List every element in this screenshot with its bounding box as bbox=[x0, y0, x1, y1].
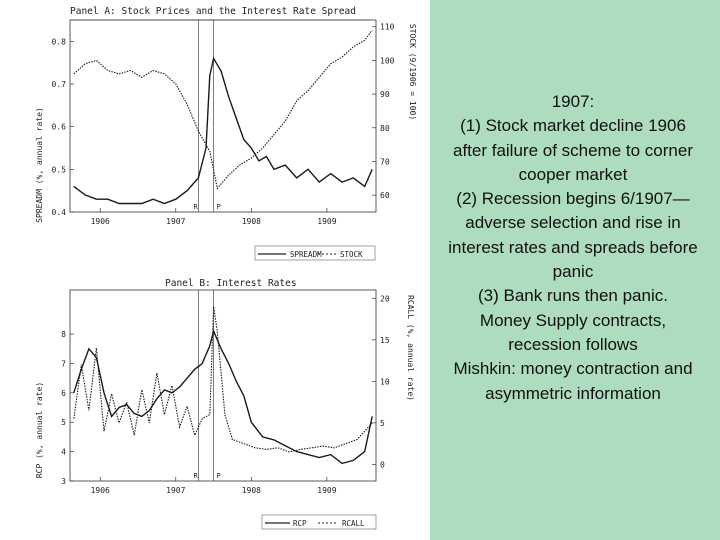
a-right-tick-label: 70 bbox=[380, 157, 390, 167]
a-x-tick-label: 1906 bbox=[90, 217, 110, 226]
panel-b-frame bbox=[70, 290, 376, 481]
legend-rcp: RCP bbox=[293, 519, 307, 528]
a-left-tick-label: 0.8 bbox=[51, 37, 66, 47]
a-x-tick-label: 1907 bbox=[166, 217, 186, 226]
panel-a-right-ylabel: STOCK (9/1906 = 100) bbox=[408, 23, 417, 121]
b-left-tick-label: 8 bbox=[61, 330, 66, 340]
slide-line-1: (1) Stock market decline 1906 after failure of scheme to corner cooper market bbox=[452, 116, 693, 184]
legend-rcall: RCALL bbox=[342, 519, 365, 528]
a-left-tick-label: 0.5 bbox=[51, 165, 66, 175]
b-right-tick-label: 5 bbox=[380, 418, 385, 428]
b-right-tick-label: 15 bbox=[380, 335, 390, 345]
panel-a-chart bbox=[0, 0, 430, 270]
a-right-tick-label: 60 bbox=[380, 191, 390, 201]
slide-line-5: Mishkin: money contraction and asymmetric information bbox=[453, 359, 693, 403]
panel-a-title: Panel A: Stock Prices and the Interest Rate Spread bbox=[70, 6, 356, 17]
a-right-tick-label: 90 bbox=[380, 90, 390, 100]
slide-line-2: (2) Recession begins 6/1907—adverse selection and rise in interest rates and spreads before panic bbox=[448, 189, 698, 282]
b-left-tick-label: 6 bbox=[61, 388, 66, 398]
a-right-tick-label: 110 bbox=[380, 22, 395, 32]
slide-line-heading: 1907: bbox=[551, 92, 595, 111]
b-marker-label-r: R bbox=[193, 472, 198, 480]
panel-a-left-ylabel: SPREADM (%, annual rate) bbox=[35, 107, 44, 223]
b-right-tick-label: 20 bbox=[380, 294, 390, 304]
b-left-tick-label: 4 bbox=[61, 447, 66, 457]
a-marker-label-r: R bbox=[193, 203, 198, 211]
a-marker-label-p: P bbox=[216, 203, 221, 211]
b-x-tick-label: 1906 bbox=[90, 486, 110, 495]
a-right-tick-label: 80 bbox=[380, 123, 390, 133]
a-left-tick-label: 0.4 bbox=[51, 208, 66, 217]
slide-line-3: (3) Bank runs then panic. bbox=[478, 286, 668, 306]
panel-a-frame bbox=[70, 20, 376, 212]
b-left-tick-label: 3 bbox=[61, 477, 66, 486]
legend-stock: STOCK bbox=[340, 250, 363, 259]
b-x-tick-label: 1907 bbox=[166, 486, 186, 495]
a-x-tick-label: 1909 bbox=[317, 217, 337, 226]
b-right-tick-label: 10 bbox=[380, 377, 390, 387]
panel-b-right-ylabel: RCALL (%, annual rate) bbox=[406, 295, 415, 401]
a-left-tick-label: 0.6 bbox=[51, 122, 66, 132]
a-right-tick-label: 100 bbox=[380, 56, 395, 66]
b-marker-label-p: P bbox=[216, 472, 221, 480]
slide-text bbox=[442, 90, 704, 406]
panel-b-left-ylabel: RCP (%, annual rate) bbox=[35, 381, 44, 479]
b-right-tick-label: 0 bbox=[380, 460, 385, 470]
b-x-tick-label: 1908 bbox=[241, 486, 261, 495]
legend-spreadm: SPREADM bbox=[290, 250, 322, 259]
a-x-tick-label: 1908 bbox=[241, 217, 261, 226]
b-series-rcall bbox=[74, 307, 372, 452]
a-left-tick-label: 0.7 bbox=[51, 80, 66, 89]
panel-b-chart bbox=[0, 270, 430, 540]
b-left-tick-label: 5 bbox=[61, 418, 66, 428]
a-series-stock bbox=[74, 30, 372, 188]
b-left-tick-label: 7 bbox=[61, 359, 66, 369]
slide-line-4: Money Supply contracts, recession follows bbox=[479, 310, 667, 354]
b-x-tick-label: 1909 bbox=[317, 486, 337, 495]
panel-b-title: Panel B: Interest Rates bbox=[165, 278, 297, 289]
